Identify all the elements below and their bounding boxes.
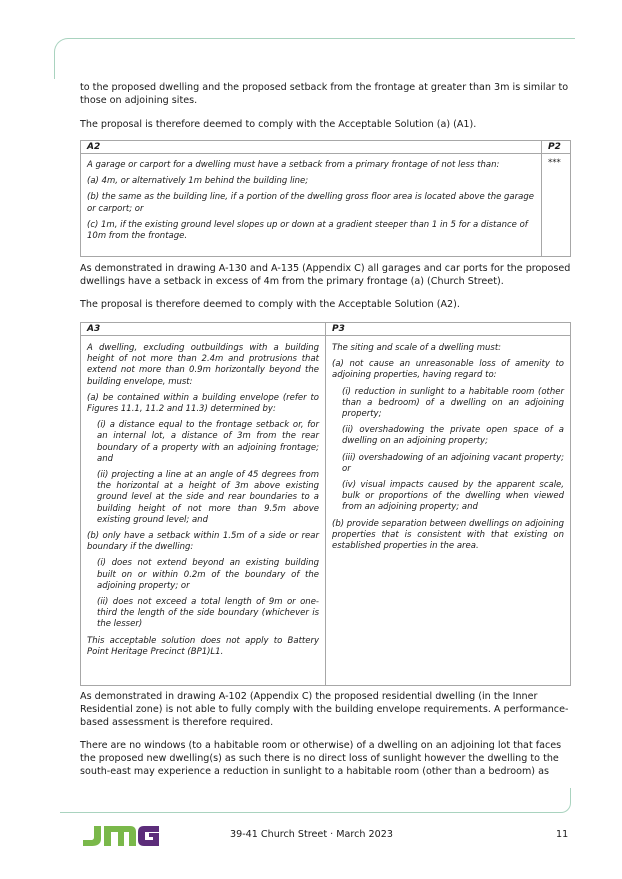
table-a2 bbox=[80, 140, 571, 257]
table-a3-right-text: (b) provide separation between dwellings on adjoining properties that is consistent with that existing on established properties in the area. bbox=[332, 518, 564, 552]
table-a3-left-text: (b) only have a setback within 1.5m of a side or rear boundary if the dwelling: bbox=[87, 531, 319, 553]
body-paragraph: As demonstrated in drawing A-130 and A-135 (Appendix C) all garages and car ports for the proposed dwellings have a setback in excess of 4m from the primary frontage (a) (Church Street). bbox=[80, 263, 571, 287]
table-a3-right-text: The siting and scale of a dwelling must: bbox=[332, 343, 502, 353]
table-a3-left-text: A dwelling, excluding outbuildings with a building height of not more than 2.4m and protrusions that extend not more than 0.9m horizontally beyond the building envelope, must: bbox=[87, 343, 319, 387]
table-a3-right-cell bbox=[326, 323, 570, 685]
table-a3-left-text: (i) a distance equal to the frontage setback or, for an internal lot, a distance of 3m from the rear boundary of a property with an adjoining frontage; and bbox=[97, 420, 319, 464]
table-a3-left-header: A3 bbox=[81, 323, 325, 336]
body-paragraph: As demonstrated in drawing A-102 (Appendix C) the proposed residential dwelling (in the Inner Residential zone) is not able to fully comply with the building envelope requirements. A performance-based assessment is therefore required. bbox=[80, 691, 569, 728]
table-a3-left-text: This acceptable solution does not apply to Battery Point Heritage Precinct (BP1)L1. bbox=[87, 635, 319, 657]
table-a3-right-text: (a) not cause an unreasonable loss of amenity to adjoining properties, having regard to: bbox=[332, 359, 564, 381]
table-a2-line: (c) 1m, if the existing ground level slopes up or down at a gradient steeper than 1 in 5 for a distance of 10m from the frontage. bbox=[87, 219, 528, 242]
footer-title: 39-41 Church Street · March 2023 bbox=[230, 829, 393, 840]
table-a3-left-text: (ii) does not exceed a total length of 9m or one-third the length of the side boundary (whichever is the lesser) bbox=[97, 597, 319, 630]
table-a3-right-text: (iv) visual impacts caused by the apparent scale, bulk or proportions of the dwelling when viewed from an adjoining property; and bbox=[342, 480, 564, 513]
table-a2-right-header: P2 bbox=[542, 141, 570, 154]
table-a2-right-cell bbox=[542, 141, 570, 256]
body-paragraph: There are no windows (to a habitable room or otherwise) of a dwelling on an adjoining lot that faces the proposed new dwelling(s) as such there is no direct loss of sunlight however the dwelling to the south-east may experience a reduction in sunlight to a habitable room (other than a bedroom) as bbox=[80, 740, 562, 777]
table-a2-line: A garage or carport for a dwelling must have a setback from a primary frontage of not less than: bbox=[87, 160, 500, 170]
table-a3-right-text: (i) reduction in sunlight to a habitable room (other than a bedroom) of a dwelling on an adjoining property; bbox=[342, 386, 564, 420]
page-frame-top bbox=[54, 38, 575, 79]
table-a2-line: (b) the same as the building line, if a portion of the dwelling gross floor area is located above the garage or carport; or bbox=[87, 192, 534, 214]
table-a3-left-text: (i) does not extend beyond an existing building built on or within 0.2m of the boundary of the adjoining property; or bbox=[97, 558, 319, 591]
body-paragraph: The proposal is therefore deemed to comply with the Acceptable Solution (a) (A1). bbox=[80, 119, 477, 130]
body-paragraph: to the proposed dwelling and the proposed setback from the frontage at greater than 3m is similar to those on adjoining sites. bbox=[80, 82, 569, 106]
table-a2-line: (a) 4m, or alternatively 1m behind the building line; bbox=[87, 176, 309, 187]
page-frame-bottom bbox=[60, 788, 571, 813]
table-a3 bbox=[80, 322, 571, 686]
table-a3-left-cell bbox=[81, 323, 326, 685]
table-a3-right-header: P3 bbox=[326, 323, 570, 336]
table-a3-left-text: (ii) projecting a line at an angle of 45 degrees from the horizontal at a height of 3m above existing ground level at the side and rear boundaries to a building height of not more than 9.5m above existing ground level; and bbox=[97, 470, 319, 525]
body-paragraph: The proposal is therefore deemed to comply with the Acceptable Solution (A2). bbox=[80, 299, 460, 310]
table-a3-right-text: (iii) overshadowing of an adjoining vacant property; or bbox=[342, 452, 564, 474]
table-a2-left-cell bbox=[81, 141, 542, 256]
table-a2-left-header: A2 bbox=[81, 141, 541, 154]
table-a3-right-text: (ii) overshadowing the private open space of a dwelling on an adjoining property; bbox=[342, 425, 564, 447]
table-a3-left-text: (a) be contained within a building envelope (refer to Figures 11.1, 11.2 and 11.3) determined by: bbox=[87, 392, 319, 415]
table-a2-right-text: *** bbox=[548, 158, 561, 168]
jmg-logo bbox=[82, 825, 160, 847]
page-number: 11 bbox=[556, 829, 569, 840]
